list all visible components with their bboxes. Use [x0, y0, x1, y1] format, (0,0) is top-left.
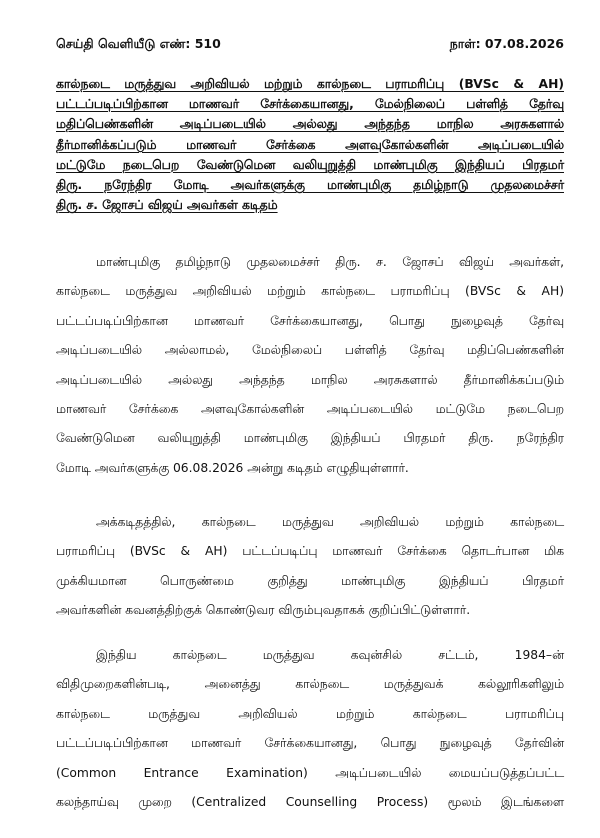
paragraph-line: (Common Entrance Examination) அடிப்படையில் மையப்படுத்தப்பட்ட: [56, 765, 564, 780]
release-date: நாள்: 07.08.2026: [449, 36, 564, 51]
title-line: திரு. நரேந்திர மோடி அவர்களுக்கு மாண்புமிகு தமிழ்நாடு முதலமைச்சர்: [56, 178, 564, 193]
title-line: மட்டுமே நடைபெற வேண்டுமென வலியுறுத்தி மாண்புமிகு இந்தியப் பிரதமர்: [56, 157, 564, 172]
paragraph-line: வேண்டுமென வலியுறுத்தி மாண்புமிகு இந்தியப் பிரதமர் திரு. நரேந்திர: [56, 431, 564, 446]
paragraph-line: பட்டப்படிப்பிற்கான மாணவர் சேர்க்கையானது, பொது நுழைவுத் தேர்வு: [56, 313, 564, 328]
paragraph-line: அவர்களின் கவனத்திற்குக் கொண்டுவர விரும்புவதாகக் குறிப்பிட்டுள்ளார்.: [56, 603, 471, 618]
paragraph-line: பட்டப்படிப்பிற்கான மாணவர் சேர்க்கையானது, பொது நுழைவுத் தேர்வின்: [56, 736, 564, 751]
title-line: மதிப்பெண்களின் அடிப்படையில் அல்லது அந்தந்த மாநில அரசுகளால்: [56, 117, 564, 132]
paragraph-line: மாணவர் சேர்க்கை அளவுகோல்களின் அடிப்படையில் மட்டுமே நடைபெற: [56, 402, 564, 417]
press-release-title: [56, 74, 564, 215]
paragraph-line: கலந்தாய்வு முறை (Centralized Counselling Process) மூலம் இடங்களை: [56, 795, 564, 810]
paragraph-line: மாண்புமிகு தமிழ்நாடு முதலமைச்சர் திரு. ச. ஜோசப் விஜய் அவர்கள்,: [96, 255, 564, 269]
paragraph-3: [56, 641, 564, 817]
paragraph-line: மோடி அவர்களுக்கு 06.08.2026 அன்று கடிதம் எழுதியுள்ளார்.: [56, 460, 409, 475]
paragraph-1: [56, 248, 564, 483]
release-number: செய்தி வெளியீடு எண்: 510: [56, 36, 221, 51]
paragraph-line: விதிமுறைகளின்படி, அனைத்து கால்நடை மருத்துவக் கல்லூரிகளிலும்: [56, 677, 564, 692]
paragraph-line: முக்கியமான பொருண்மை குறித்து மாண்புமிகு இந்தியப் பிரதமர்: [56, 573, 564, 588]
paragraph-line: கால்நடை மருத்துவ அறிவியல் மற்றும் கால்நடை பராமரிப்பு (BVSc & AH): [56, 284, 564, 299]
paragraph-line: அடிப்படையில் அல்லது அந்தந்த மாநில அரசுகளால் தீர்மானிக்கப்படும்: [56, 372, 564, 387]
title-line: திரு. ச. ஜோசப் விஜய் அவர்கள் கடிதம்: [56, 198, 278, 213]
paragraph-line: அடிப்படையில் அல்லாமல், மேல்நிலைப் பள்ளித் தேர்வு மதிப்பெண்களின்: [56, 343, 564, 358]
paragraph-line: பராமரிப்பு (BVSc & AH) பட்டப்படிப்பு மாணவர் சேர்க்கை தொடர்பான மிக: [56, 544, 564, 559]
title-line: பட்டப்படிப்பிற்கான மாணவர் சேர்க்கையானது, மேல்நிலைப் பள்ளித் தேர்வு: [56, 97, 564, 112]
paragraph-line: கால்நடை மருத்துவ அறிவியல் மற்றும் கால்நடை பராமரிப்பு: [56, 706, 564, 721]
title-line: கால்நடை மருத்துவ அறிவியல் மற்றும் கால்நடை பராமரிப்பு (BVSc & AH): [56, 77, 564, 91]
header-row: [56, 36, 564, 58]
paragraph-line: அக்கடிதத்தில், கால்நடை மருத்துவ அறிவியல் மற்றும் கால்நடை: [96, 515, 564, 529]
paragraph-2: [56, 508, 564, 626]
title-line: தீர்மானிக்கப்படும் மாணவர் சேர்க்கை அளவுகோல்களின் அடிப்படையில்: [56, 137, 564, 152]
paragraph-line: இந்திய கால்நடை மருத்துவ கவுன்சில் சட்டம், 1984–ன்: [96, 648, 564, 662]
